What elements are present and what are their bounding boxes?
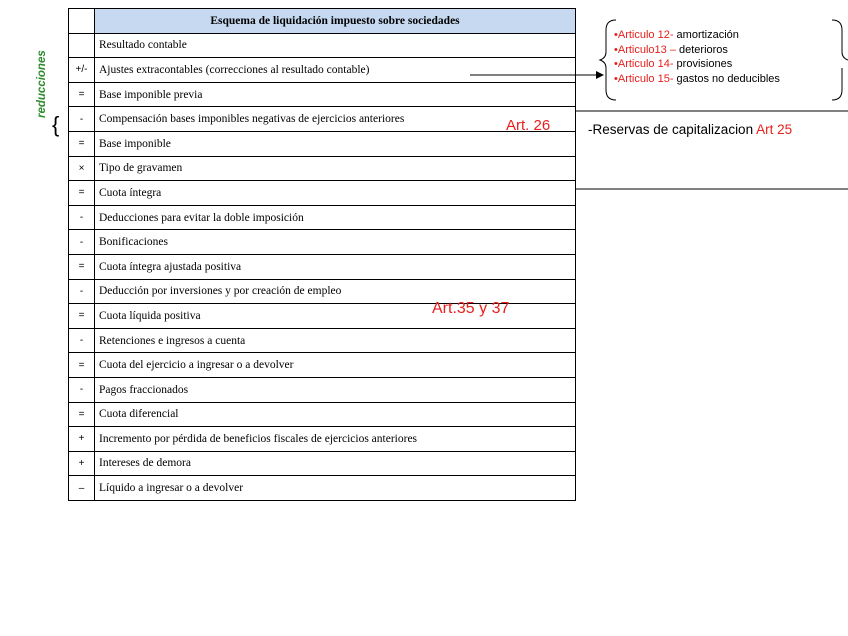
row-label: Cuota íntegra: [95, 181, 576, 206]
row-operator: –: [69, 476, 95, 501]
notes-right-brace-icon: [832, 20, 848, 60]
row-label: Cuota líquida positiva: [95, 304, 576, 329]
row-operator: -: [69, 279, 95, 304]
row-label: Cuota del ejercicio a ingresar o a devolver: [95, 353, 576, 378]
row-operator: =: [69, 181, 95, 206]
row-label: Base imponible: [95, 131, 576, 156]
row-operator: -: [69, 205, 95, 230]
row-label: Líquido a ingresar o a devolver: [95, 476, 576, 501]
row-label: Resultado contable: [95, 33, 576, 58]
art35-37-label: Art.35 y 37: [432, 300, 510, 317]
row-operator: -: [69, 377, 95, 402]
reservas-text: -Reservas de capitalizacion: [588, 122, 757, 137]
row-label: Intereses de demora: [95, 451, 576, 476]
row-label: Deducciones para evitar la doble imposición: [95, 205, 576, 230]
row-label: Pagos fraccionados: [95, 377, 576, 402]
row-label: Deducción por inversiones y por creación de empleo: [95, 279, 576, 304]
row-operator: ×: [69, 156, 95, 181]
row-label: Compensación bases imponibles negativas de ejercicios anteriores: [95, 107, 576, 132]
row-label: Base imponible previa: [95, 82, 576, 107]
row-operator: =: [69, 402, 95, 427]
reservas-note: [588, 122, 792, 137]
row-operator: =: [69, 131, 95, 156]
row-operator: =: [69, 254, 95, 279]
row-operator: +: [69, 451, 95, 476]
row-operator: =: [69, 353, 95, 378]
table-title: Esquema de liquidación impuesto sobre sociedades: [95, 9, 576, 34]
row-label: Bonificaciones: [95, 230, 576, 255]
row-label: Incremento por pérdida de beneficios fiscales de ejercicios anteriores: [95, 427, 576, 452]
row-operator: -: [69, 230, 95, 255]
left-brace-icon: {: [52, 112, 60, 137]
row-label: Retenciones e ingresos a cuenta: [95, 328, 576, 353]
art26-label: Art. 26: [506, 117, 551, 134]
articles-notes: [614, 28, 780, 86]
row-label: Ajustes extracontables (correcciones al resultado contable): [95, 58, 576, 83]
reservas-art: Art 25: [756, 122, 793, 137]
row-operator: =: [69, 82, 95, 107]
note-item: •Articulo13 – deterioros: [614, 43, 728, 56]
row-operator: +/-: [69, 58, 95, 83]
row-label: Tipo de gravamen: [95, 156, 576, 181]
row-operator: -: [69, 328, 95, 353]
arrow-head-icon: [596, 71, 604, 79]
note-item: •Articulo 15- gastos no deducibles: [614, 72, 780, 85]
reducciones-label: reducciones: [36, 50, 48, 118]
row-operator: +: [69, 427, 95, 452]
row-operator: =: [69, 304, 95, 329]
row-label: Cuota íntegra ajustada positiva: [95, 254, 576, 279]
row-operator: -: [69, 107, 95, 132]
row-label: Cuota diferencial: [95, 402, 576, 427]
note-item: •Articulo 12- amortización: [614, 29, 739, 41]
note-item: •Articulo 14- provisiones: [614, 58, 733, 70]
